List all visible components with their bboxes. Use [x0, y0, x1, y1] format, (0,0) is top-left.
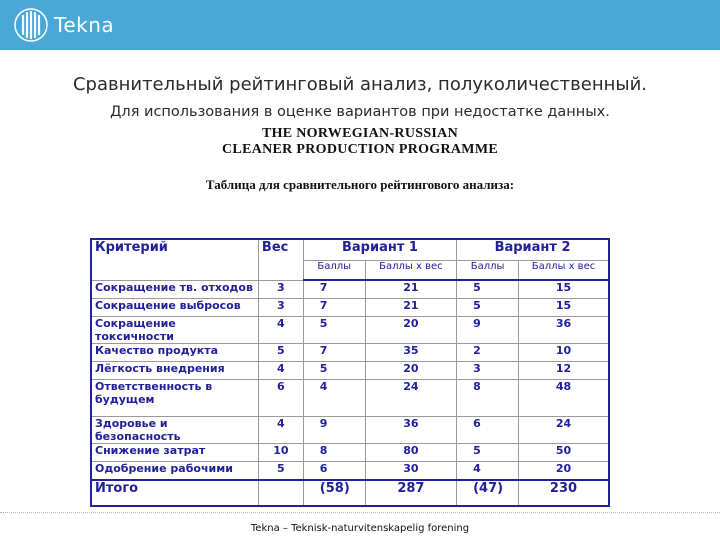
row-v2-score: 5: [457, 444, 519, 462]
table-row: [91, 444, 609, 462]
total-v1-score: (58): [303, 480, 365, 506]
row-v1-score: 7: [303, 280, 365, 299]
table-row: [91, 299, 609, 317]
row-v2-score: 5: [457, 280, 519, 299]
row-criterion: Сокращение токсичности: [91, 317, 258, 344]
slide-subtitle: Для использования в оценке вариантов при недостатке данных.: [110, 104, 610, 120]
subheader-v1-weighted: Баллы х вес: [365, 261, 456, 281]
row-v2-weighted: 12: [518, 362, 609, 380]
row-weight: 3: [258, 299, 303, 317]
row-v1-score: 5: [303, 317, 365, 344]
row-criterion: Качество продукта: [91, 344, 258, 362]
row-v1-weighted: 80: [365, 444, 456, 462]
table-total-row: [91, 480, 609, 506]
row-v1-weighted: 30: [365, 462, 456, 481]
row-v1-weighted: 21: [365, 299, 456, 317]
subheader-v1-scores: Баллы: [303, 261, 365, 281]
row-v2-score: 9: [457, 317, 519, 344]
row-v2-score: 6: [457, 417, 519, 444]
row-v2-weighted: 15: [518, 299, 609, 317]
row-v1-weighted: 20: [365, 362, 456, 380]
row-criterion: Сокращение тв. отходов: [91, 280, 258, 299]
row-v2-weighted: 36: [518, 317, 609, 344]
row-v1-score: 4: [303, 380, 365, 417]
row-v2-score: 2: [457, 344, 519, 362]
table-row: [91, 380, 609, 417]
table-row: [91, 280, 609, 299]
row-criterion: Одобрение рабочими: [91, 462, 258, 481]
document-heading-line: CLEANER PRODUCTION PROGRAMME: [222, 142, 498, 157]
row-criterion: Снижение затрат: [91, 444, 258, 462]
row-v2-weighted: 24: [518, 417, 609, 444]
row-weight: 6: [258, 380, 303, 417]
tekna-logo[interactable]: [14, 8, 114, 42]
table-header-row: [91, 239, 609, 261]
row-v2-weighted: 50: [518, 444, 609, 462]
row-v1-score: 7: [303, 299, 365, 317]
row-weight: 4: [258, 362, 303, 380]
row-v1-weighted: 24: [365, 380, 456, 417]
row-v1-score: 6: [303, 462, 365, 481]
row-v1-score: 5: [303, 362, 365, 380]
rating-table: [90, 238, 610, 507]
table-row: [91, 317, 609, 344]
row-weight: 5: [258, 462, 303, 481]
total-label: Итого: [91, 480, 258, 506]
row-v1-weighted: 20: [365, 317, 456, 344]
row-weight: 3: [258, 280, 303, 299]
footer-divider: [0, 512, 720, 513]
table-row: [91, 362, 609, 380]
row-v1-score: 7: [303, 344, 365, 362]
table-row: [91, 417, 609, 444]
row-v1-score: 8: [303, 444, 365, 462]
subheader-v2-weighted: Баллы х вес: [518, 261, 609, 281]
total-v2-score: (47): [457, 480, 519, 506]
slide-title: Сравнительный рейтинговый анализ, полуколичественный.: [72, 74, 648, 95]
tekna-logo-icon: [14, 8, 48, 42]
row-criterion: Лёгкость внедрения: [91, 362, 258, 380]
row-weight: 10: [258, 444, 303, 462]
document-heading-line: THE NORWEGIAN-RUSSIAN: [261, 126, 458, 141]
row-v2-weighted: 48: [518, 380, 609, 417]
document-heading: [0, 126, 720, 158]
row-v1-weighted: 21: [365, 280, 456, 299]
row-v1-weighted: 36: [365, 417, 456, 444]
total-weight: [258, 480, 303, 506]
row-v2-weighted: 15: [518, 280, 609, 299]
row-v2-score: 5: [457, 299, 519, 317]
total-v1-weighted: 287: [365, 480, 456, 506]
header-variant-1: Вариант 1: [303, 239, 456, 261]
row-v2-score: 4: [457, 462, 519, 481]
row-v2-score: 3: [457, 362, 519, 380]
footer-text: Tekna – Teknisk-naturvitenskapelig forening: [250, 523, 470, 534]
header-weight: Вес: [258, 239, 303, 280]
row-criterion: Здоровье и безопасность: [91, 417, 258, 444]
header-variant-2: Вариант 2: [457, 239, 609, 261]
table-row: [91, 462, 609, 481]
total-v2-weighted: 230: [518, 480, 609, 506]
row-v1-weighted: 35: [365, 344, 456, 362]
row-v2-weighted: 10: [518, 344, 609, 362]
brand-name: Tekna: [54, 13, 115, 37]
row-v2-score: 8: [457, 380, 519, 417]
header-criterion: Критерий: [91, 239, 258, 280]
row-weight: 5: [258, 344, 303, 362]
subheader-v2-scores: Баллы: [457, 261, 519, 281]
row-criterion: Сокращение выбросов: [91, 299, 258, 317]
row-v1-score: 9: [303, 417, 365, 444]
table-row: [91, 344, 609, 362]
row-weight: 4: [258, 417, 303, 444]
table-caption: Таблица для сравнительного рейтингового анализа:: [205, 177, 515, 192]
row-weight: 4: [258, 317, 303, 344]
header-bar: [0, 0, 720, 50]
row-criterion: Ответственность в будущем: [91, 380, 258, 417]
row-v2-weighted: 20: [518, 462, 609, 481]
